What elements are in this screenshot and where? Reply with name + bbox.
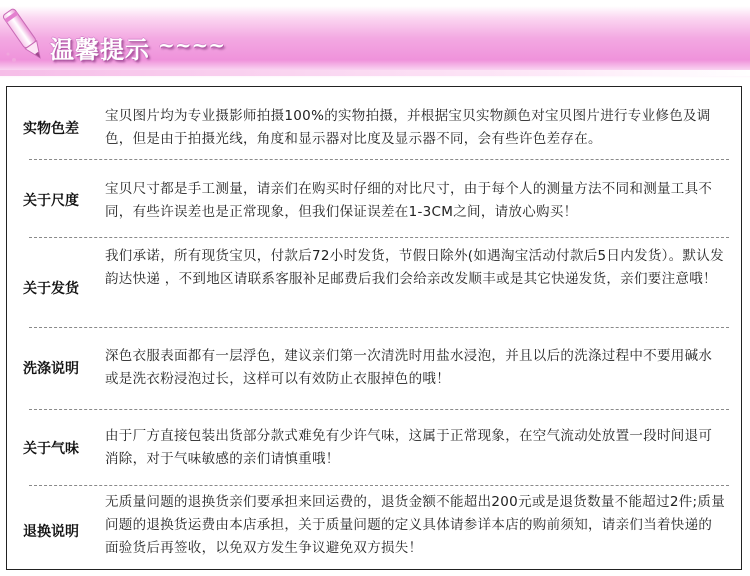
title-text: 温馨提示 <box>50 35 150 64</box>
notice-text: 由于厂方直接包装出货部分款式难免有少许气味，这属于正常现象，在空气流动处放置一段时间退可消除，对于气味敏感的亲们请慎重哦！ <box>105 428 713 467</box>
notice-text: 我们承诺，所有现货宝贝，付款后72小时发货，节假日除外(如遇淘宝活动付款后5日内发货）。默认发韵达快递 ，不到地区请联系客服补足邮费后我们会给亲改发顺丰或是其它快递发货，亲们要注意哦！ <box>105 248 724 287</box>
notice-text: 无质量问题的退换货亲们要承担来回运费的，退货金额不能超出200元或是退货数量不能超过2件;质量问题的退换货运费由本店承担，关于质量问题的定义具体请参详本店的购前须知，请亲们当着快递的面验货后再签收，以免双方发生争议避免双方损失！ <box>105 494 726 556</box>
title-decoration: ~~~~ <box>158 33 226 57</box>
notice-label: 关于气味 <box>23 441 79 457</box>
notice-text: 宝贝尺寸都是手工测量，请亲们在购买时仔细的对比尺寸，由于每个人的测量方法不同和测量工具不同，有些许误差也是正常现象，但我们保证误差在1-3CM之间，请放心购买！ <box>105 181 713 220</box>
divider <box>29 237 729 238</box>
header-banner <box>0 0 750 78</box>
page-title <box>50 30 225 65</box>
notice-text: 宝贝图片均为专业摄影师拍摄100%的实物拍摄，并根据宝贝实物颜色对宝贝图片进行专业修色及调色，但是由于拍摄光线，角度和显示器对比度及显示器不同，会有些许色差存在。 <box>105 108 711 147</box>
notice-row-color <box>7 99 741 159</box>
notice-row-washing <box>7 337 741 401</box>
notice-label: 关于尺度 <box>23 193 79 209</box>
divider <box>29 159 729 160</box>
notice-label: 洗涤说明 <box>23 361 79 377</box>
pencil-icon <box>2 4 50 68</box>
notice-text: 深色衣服表面都有一层浮色，建议亲们第一次清洗时用盐水浸泡，并且以后的洗涤过程中不要用碱水或是洗衣粉浸泡过长，这样可以有效防止衣服掉色的哦！ <box>105 348 713 387</box>
divider <box>29 485 729 486</box>
notice-row-size <box>7 169 741 231</box>
notice-row-odor <box>7 417 741 481</box>
notice-label: 实物色差 <box>23 121 79 137</box>
banner-stripe <box>0 70 750 76</box>
notice-label: 关于发货 <box>23 281 79 297</box>
notice-row-returns <box>7 491 741 567</box>
notice-panel <box>6 86 742 570</box>
divider <box>29 327 729 328</box>
notice-row-shipping <box>7 245 741 329</box>
notice-label: 退换说明 <box>23 524 79 540</box>
divider <box>29 409 729 410</box>
